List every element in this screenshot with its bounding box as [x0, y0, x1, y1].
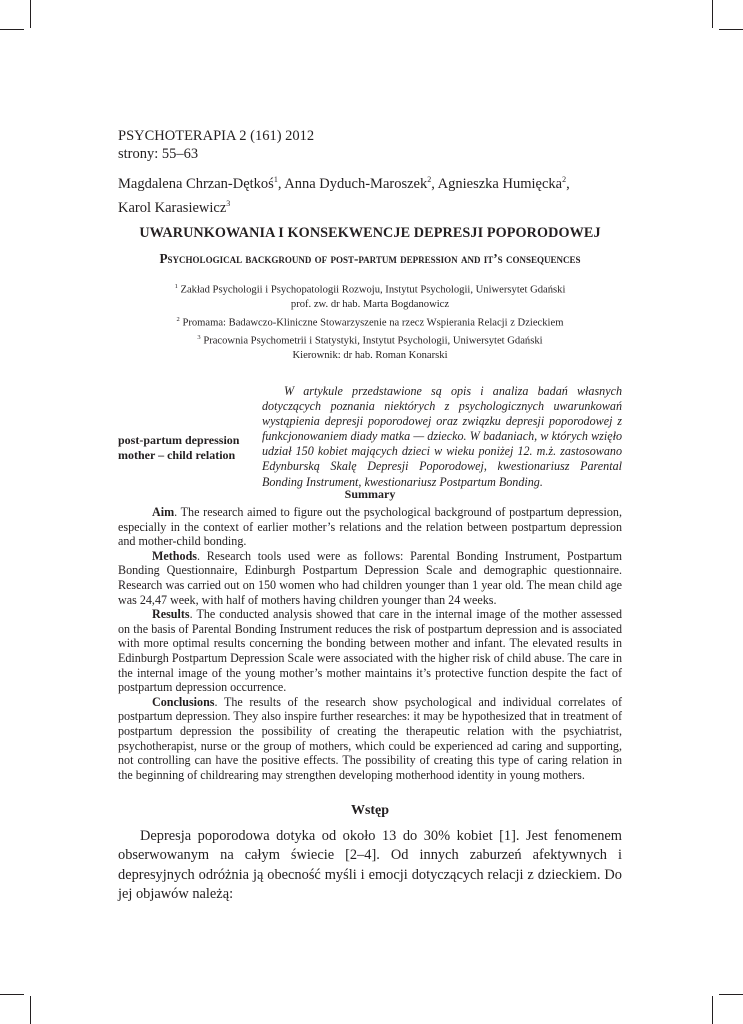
- journal-volume: PSYCHOTERAPIA 2 (161) 2012: [118, 128, 315, 144]
- affiliation-line: $^2$ Promama: Badawczo-Kliniczne Stowarzyszenie na rzecz Wspierania Relacji z Dzieckiem: [176, 315, 564, 329]
- summary-paragraph: Results. The conducted analysis showed that care in the internal image of the mother assessed on the basis of Parental Bonding Instrument reduces the risk of postpartum depression and is associated with more optimal results concerning the bonding between mother and infant. The elevated results in Edinburgh Postpartum Depression Scale were associated with the higher risk of child abuse. The care in the internal image of the young mother’s mother maintains it’s protective function despite the fact of postpartum depression occurrence.: [118, 607, 622, 695]
- summary-paragraph: Aim. The research aimed to figure out the psychological background of postpartum depression, especially in the context of earlier mother’s relations and the relation between postpartum depression and mother-child bonding.: [118, 505, 622, 549]
- author-affiliation-mark: 2: [427, 175, 432, 184]
- author-name: Karol Karasiewicz: [118, 199, 227, 216]
- summary-label: Aim: [152, 505, 175, 519]
- affiliation-line: prof. zw. dr hab. Marta Bogdanowicz: [290, 299, 450, 311]
- author-list: [118, 170, 622, 218]
- summary-heading: Summary: [344, 487, 396, 501]
- summary-label: Results: [152, 607, 190, 622]
- affiliations: [118, 280, 622, 364]
- summary-label: Conclusions: [152, 694, 215, 709]
- summary-body: [118, 505, 622, 782]
- affiliation-line: $^1$ Zakład Psychologii i Psychopatologii Rozwoju, Instytut Psychologii, Uniwersytet Gdański: [174, 283, 566, 296]
- crop-mark: [712, 0, 713, 28]
- author-affiliation-mark: 2: [562, 175, 567, 184]
- paper-subtitle: Psychological background of post-partum depression and it’s consequences: [159, 251, 581, 266]
- keywords: [118, 433, 258, 462]
- abstract-polish: W artykule przedstawione są opis i analiza badań własnych dotyczących poznania niektórych z psychologicznych uwarunkowań wystąpienia depresji poporodowej oraz związku depresji poporodowej z funkcjonowaniem diady matka — dziecko. W badaniach, w których wzięło udział 150 kobiet mających dzieci w wieku poniżej 12. m.ż. zastosowano Edynburską Skalę Depresji Poporodowej, kwestionariusz Parental Bonding Instrument, kwestionariusz Postpartum Bonding.: [262, 384, 622, 489]
- author-separator: ,: [566, 175, 570, 192]
- summary-label: Methods: [152, 548, 198, 563]
- author-affiliation-mark: 3: [226, 198, 231, 208]
- crop-mark: [719, 29, 743, 30]
- affiliation-line: Kierownik: dr hab. Roman Konarski: [292, 349, 448, 361]
- keyword: post-partum depression: [118, 433, 240, 447]
- journal-info: [118, 127, 622, 163]
- affiliation-mark: 3: [197, 333, 201, 341]
- crop-mark: [719, 994, 743, 995]
- summary-paragraph: Conclusions. The results of the research show psychological and individual correlates of postpartum depression. They also inspire further researches: it may be hypothesized that in treatment of postpartum depression the possibility of creating the therapeutic relation with the psychiatrist, psychotherapist, nurse or the group of mothers, which could be experienced ad caring and supporting, not controlling can have the positive effects. The possibility of creating this type of caring relation in the beginning of childrearing may strengthen developing motherhood identity in young mothers.: [118, 694, 622, 782]
- affiliation-mark: 1: [174, 283, 178, 290]
- journal-pages: strony: 55–63: [118, 146, 199, 162]
- author-name: , Anna Dyduch-Maroszek: [277, 175, 428, 192]
- paper-title: UWARUNKOWANIA I KONSEKWENCJE DEPRESJI POPORODOWEJ: [139, 225, 601, 241]
- crop-mark: [30, 996, 31, 1024]
- keyword: mother – child relation: [118, 447, 236, 462]
- section-body: Depresja poporodowa dotyka od około 13 do 30% kobiet [1]. Jest fenomenem obserwowanym na całym świecie [2–4]. Od innych zaburzeń afektywnych i depresyjnych odróżnia ją obecność myśli i emocji dotyczących relacji z dzieckiem. Do jej objawów należą:: [118, 828, 622, 903]
- author-affiliation-mark: 1: [273, 175, 278, 184]
- affiliation-mark: 2: [176, 315, 180, 323]
- section-heading: Wstęp: [350, 803, 390, 818]
- crop-mark: [0, 29, 24, 30]
- summary-paragraph: Methods. Research tools used were as follows: Parental Bonding Instrument, Postpartum Bonding Questionnaire, Edinburgh Postpartum Depression Scale and demographic questionnaire. Research was carried out on 150 women who had children younger than 1 year old. The mean child age was 24,47 week, with half of mothers having children younger than 24 weeks.: [118, 548, 622, 607]
- affiliation-line: $^3$ Pracownia Psychometrii i Statystyki, Instytut Psychologii, Uniwersytet Gdański: [197, 333, 543, 347]
- crop-mark: [30, 0, 31, 28]
- crop-mark: [712, 996, 713, 1024]
- crop-mark: [0, 994, 24, 995]
- author-name: Magdalena Chrzan-Dętkoś: [118, 175, 274, 192]
- author-name: , Agnieszka Humięcka: [431, 175, 563, 192]
